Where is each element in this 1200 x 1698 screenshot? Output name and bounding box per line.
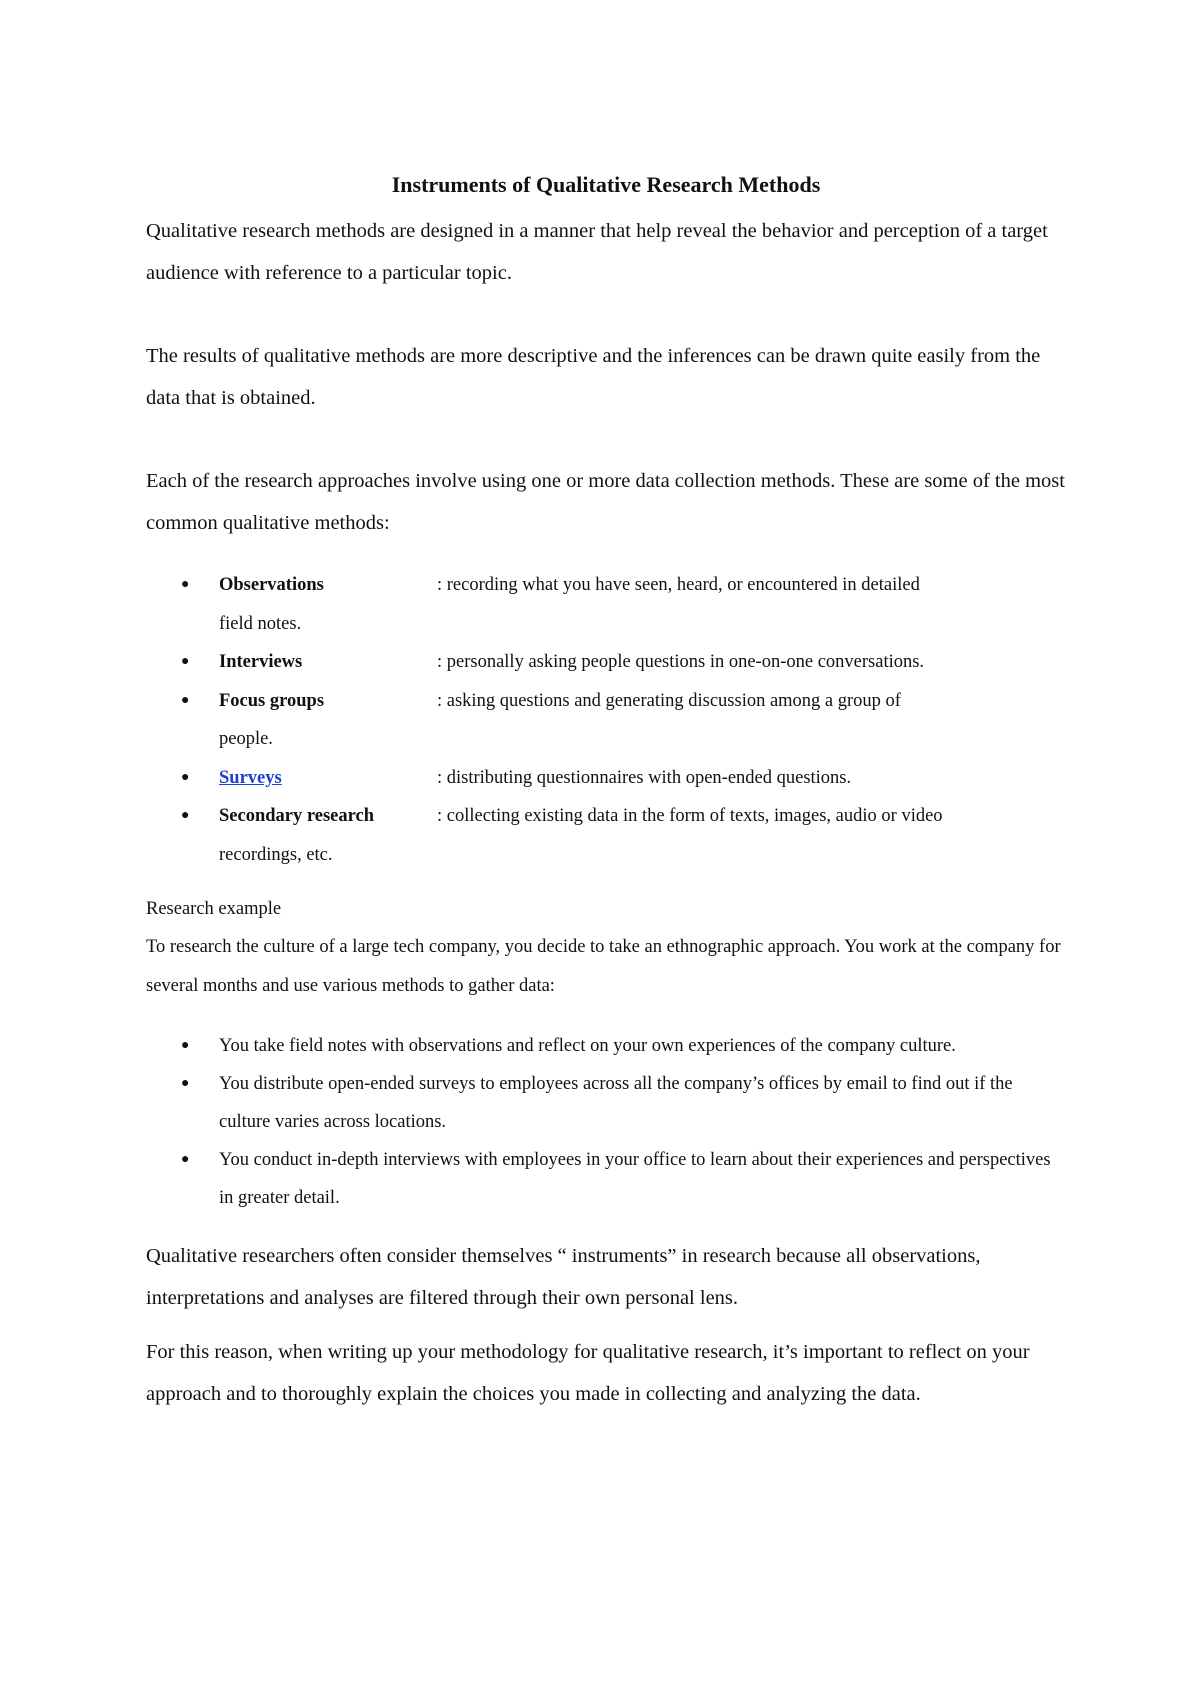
method-description: : collecting existing data in the form of texts, images, audio or video — [437, 806, 943, 826]
method-term — [219, 759, 437, 798]
method-term: Focus groups — [219, 690, 325, 711]
bullet-icon: ● — [181, 1076, 190, 1091]
spacer — [146, 1217, 1066, 1235]
approaches-paragraph: Each of the research approaches involve using one or more data collection methods. These are some of the most common qualitative methods: — [146, 470, 1065, 534]
bullet-icon: ● — [181, 769, 190, 785]
spacer — [146, 544, 1066, 566]
spacer — [146, 419, 1066, 460]
method-description: : distributing questionnaires with open-ended questions. — [437, 767, 852, 788]
method-row — [219, 759, 1066, 798]
results-paragraph: The results of qualitative methods are more descriptive and the inferences can be drawn quite easily from the data that is obtained. — [146, 345, 1041, 409]
spacer — [146, 874, 1066, 890]
methodology-paragraph: For this reason, when writing up your methodology for qualitative research, it’s important to reflect on your approach and to thoroughly explain the choices you made in collecting and analyzing the data. — [146, 1341, 1030, 1405]
example-item-text: You take field notes with observations and reflect on your own experiences of the company culture. — [219, 1036, 956, 1056]
method-row — [219, 682, 1066, 721]
bullet-icon: ● — [181, 1152, 190, 1167]
list-item-secondary-research — [146, 797, 1066, 874]
method-continuation: people. — [219, 729, 273, 749]
list-item — [146, 1065, 1066, 1141]
surveys-link[interactable]: Surveys — [219, 767, 282, 788]
bullet-icon: ● — [181, 808, 190, 823]
method-description: : personally asking people questions in one-on-one conversations. — [437, 652, 925, 672]
methods-list — [146, 566, 1066, 874]
list-item-focus-groups — [146, 682, 1066, 759]
document-body — [146, 170, 1066, 1415]
method-row — [219, 797, 1066, 836]
bullet-icon: ● — [181, 577, 190, 592]
method-term: Observations — [219, 575, 324, 595]
bullet-icon: ● — [181, 654, 190, 669]
bullet-icon: ● — [181, 1038, 190, 1053]
example-intro: To research the culture of a large tech company, you decide to take an ethnographic approach. You work at the company for several months and use various methods to gather data: — [146, 937, 1061, 996]
document-title: Instruments of Qualitative Research Methods — [391, 172, 821, 197]
method-description: : asking questions and generating discussion among a group of — [437, 690, 901, 711]
bullet-icon: ● — [181, 692, 190, 708]
example-item-text: You conduct in-depth interviews with employees in your office to learn about their experiences and perspectives in greater detail. — [219, 1150, 1051, 1208]
spacer — [146, 1319, 1066, 1331]
list-item — [146, 1027, 1066, 1065]
method-term: Interviews — [219, 652, 303, 672]
spacer — [146, 1005, 1066, 1027]
list-item-observations — [146, 566, 1066, 643]
method-row — [219, 566, 1066, 605]
method-row — [219, 643, 1066, 682]
method-description: : recording what you have seen, heard, or encountered in detailed — [437, 575, 920, 595]
intro-paragraph: Qualitative research methods are designed in a manner that help reveal the behavior and perception of a target audience with reference to a particular topic. — [146, 220, 1048, 284]
list-item-surveys — [146, 759, 1066, 798]
example-list — [146, 1027, 1066, 1217]
method-continuation: recordings, etc. — [219, 844, 333, 865]
list-item-interviews — [146, 643, 1066, 682]
example-item-text: You distribute open-ended surveys to employees across all the company’s offices by email to find out if the culture varies across locations. — [219, 1074, 1013, 1132]
spacer — [146, 294, 1066, 335]
example-heading: Research example — [146, 899, 282, 919]
method-continuation: field notes. — [219, 613, 302, 634]
list-item — [146, 1141, 1066, 1217]
instruments-paragraph: Qualitative researchers often consider themselves “ instruments” in research because all observations, interpretations and analyses are filtered through their own personal lens. — [146, 1245, 981, 1309]
method-term: Secondary research — [219, 806, 375, 826]
